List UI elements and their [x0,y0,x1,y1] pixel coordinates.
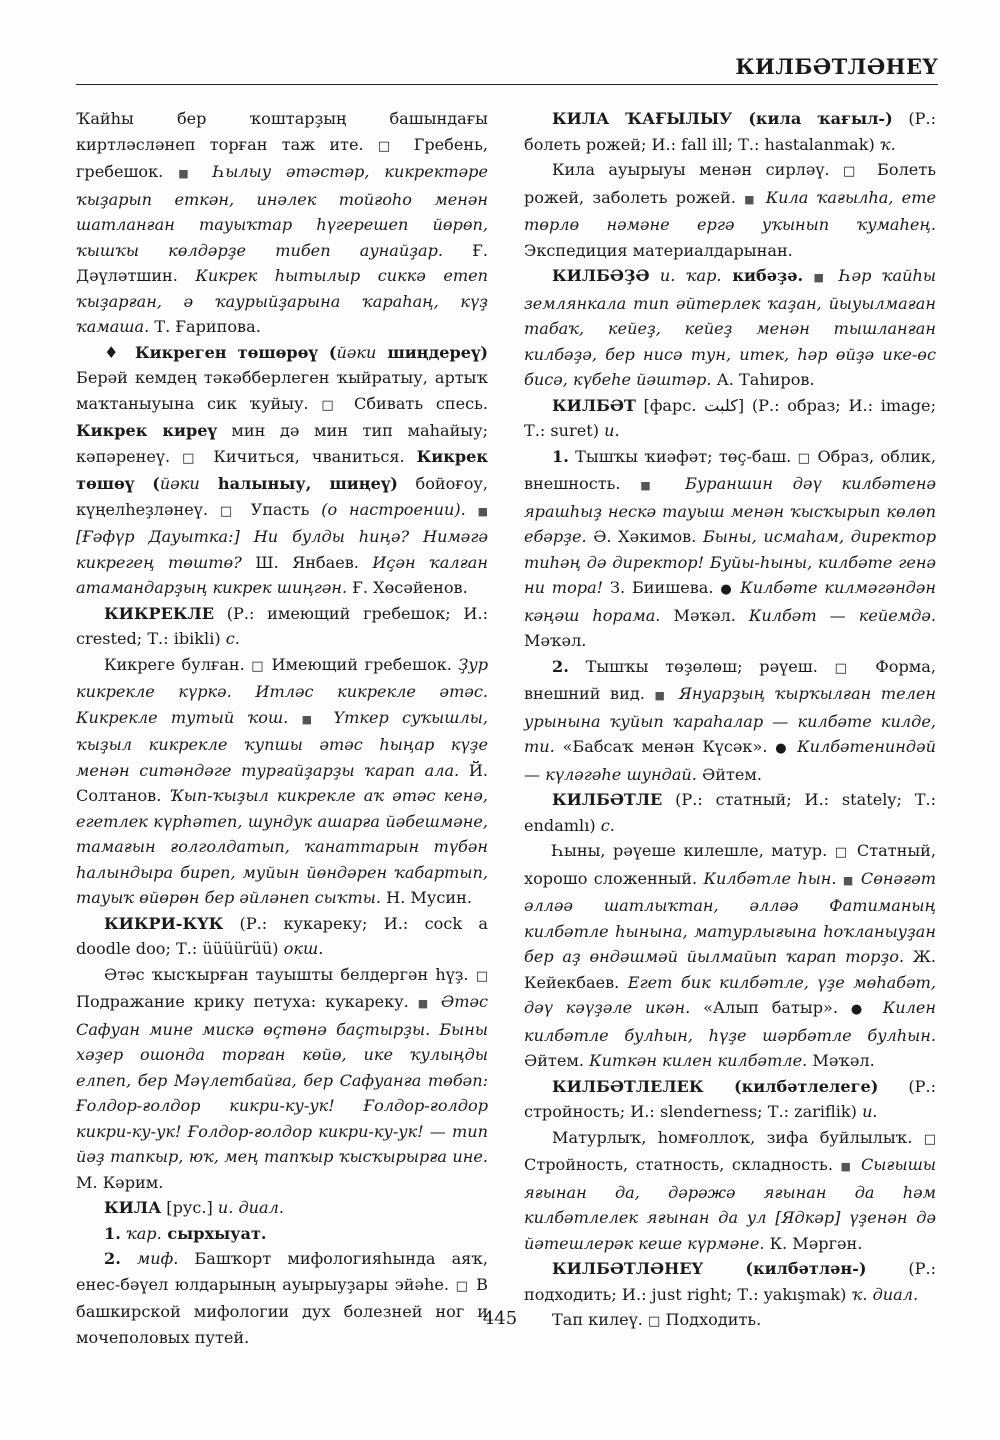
dictionary-entry-paragraph [524,654,936,788]
dictionary-entry-paragraph [524,263,936,393]
entry-text: Ж. Кейекбаев. [524,947,936,992]
entry-text: З. Биишева. [603,578,721,597]
entry-text: (Р.: стройность; И.: slenderness; Т.: zariflik) [524,1076,936,1121]
entry-text: К. Мәргән. [764,1233,863,1253]
entry-text: «Бабсаҡ менән Күсәк». [554,737,776,756]
entry-text: Имеющий гребешок. [264,654,459,674]
italic-text: Кикрек һытылыр сиккә етеп ҡыҙарған, ә ҡаурыйҙарына ҡараһаң, күҙ ҡамаша. [76,266,489,336]
translation-marker-icon: □ [834,845,850,860]
italic-text: Килен килбәтле булһын, һүҙе шәрбәтле булһын. [524,998,937,1045]
entry-text: (Р.: кукареку; И.: cock a doodle doo; Т.: üüüürüü) [76,913,488,958]
right-column [524,106,936,1335]
entry-text: мин дә мин тип маһайыу; кәпәренеү. [76,421,488,466]
entry-text: Подходить. [660,1310,762,1329]
example-marker-icon: ■ [744,192,758,206]
entry-text: Т. Ғарипова. [149,317,261,336]
italic-text: ҡ. [879,134,896,154]
entry-text: Кичиться, чваниться. [201,446,417,466]
headword: КИЛА [104,1198,162,1217]
italic-text: Әтәс Сафуан мине мискә өҫтөнә баҫтырҙы. Быны хәҙер ошонда торған көйө, ике ҡулыңды елпеп, бер Мәүлетбайға, бер Сафуанға төбәп: Ғолдор-ғолдор кикри-ку-ук! Ғолдор-ғолдор кикри-ку-ук! Ғолдор-ғолдор кикри-ку-ук! — тип йәҙ тапкыр, юҡ, мең тапҡыр ҡысҡырырға ине. [76,992,488,1166]
headword: КИЛА ҠАҒЫЛЫУ (кила ҡағыл-) [552,109,893,128]
entry-text: Әйтем. [696,764,763,784]
entry-text: Ғ. Дәүләтшин. [76,240,489,285]
example-marker-icon: ■ [178,167,199,180]
translation-marker-icon: □ [182,450,202,466]
entry-text: Мәҡәл. [807,1051,875,1070]
dictionary-entry-paragraph [76,1195,488,1221]
headword: һалыныу, шиңеү) [199,474,398,493]
italic-text: Иҫән ҡалған атамандарҙың кикрек шиңгән. [76,552,488,597]
entry-text: Мәҡәл. [660,605,749,625]
entry-text [466,500,478,519]
running-head: КИЛБӘТЛӘНЕҮ [735,54,938,79]
translation-marker-icon: ● [850,1002,870,1017]
left-column [76,106,488,1350]
italic-text: ҡ. диал. [851,1284,919,1304]
italic-text: с. [600,815,615,835]
translation-marker-icon: □ [923,1131,936,1147]
italic-text: и. ҡар. [659,266,722,285]
dictionary-entry-paragraph [524,1074,936,1125]
entry-text: Ғ. Хөсәйенов. [347,578,468,597]
translation-marker-icon: □ [834,660,859,676]
headword: КИКРИ-КҮК [104,913,224,933]
italic-text: Сөнәғәт әлләә шатлыҡтан, әлләә Фатиманың килбәтле һынына, матурлығына һоҡланыуҙан бер аҙ өндәшмәй йылмайып ҡарап торҙо. [524,868,936,966]
entry-text: бойоғоу, күңелһеҙләнеү. [76,474,488,519]
headword: КИЛБӘҘӘ [552,266,650,285]
italic-text: и. диал. [217,1198,285,1217]
headword: 1. [552,446,569,466]
italic-text: Үткер суҡышлы, ҡыҙыл кикрекле ҡупшы әтәс һыңар күҙе менән ситәндәге турғайҙарҙы ҡарап ала. [76,707,488,780]
italic-text: с. [225,629,240,648]
dictionary-entry-paragraph [76,601,488,652]
headword: 1. [104,1223,121,1243]
italic-text: Бураншин дәү килбәтенә ярашһыҙ нескә тауыш менән ҡысҡырып көлөп ебәрҙе. [524,474,936,546]
translation-marker-icon: □ [377,138,400,154]
dictionary-entry-paragraph [524,393,936,444]
entry-text: (Р.: имеющий гребешок; И.: crested; Т.: ibikli) [76,603,488,648]
italic-text: Сығышы яғынан да, дәрәжә яғынан да һәм килбәтлелек яғынан да ул [Ядкәр] үҙенән дә йәтешлерәк кеше күрмәне. [524,1155,936,1253]
example-marker-icon: ■ [813,271,830,284]
entry-text: [фарс. كلبت] (Р.: образ; И.: image; Т.: suret) [524,395,937,440]
example-marker-icon: ■ [301,712,321,726]
headword: ( [328,342,337,362]
italic-text: йәки [336,342,377,362]
entry-text: (Р.: подходить; И.: just right; Т.: yakışmak) [524,1259,936,1304]
dictionary-entry-paragraph [76,1246,488,1350]
italic-text: Егет бик килбәтле, үҙе мөһабәт, дәү кәүҙәле икән. [524,972,937,1017]
italic-text: Килбәте килмәгәндән кәңәш һорама. [524,578,937,625]
entry-text: Әтәс ҡысҡырған тауышты белдергән һүҙ. [104,964,476,984]
headword: КИКРЕКЛЕ [104,603,214,623]
entry-text: В башкирской мифологии дух болезней ног и мочеполовых путей. [76,1274,488,1347]
italic-text: Килбәтениндәй — күләгәһе шундай. [524,737,936,784]
entry-text: Тышҡы төҙөлөш; рәүеш. [568,656,835,676]
entry-text: Подражание крику петуха: кукареку. [76,992,418,1011]
italic-text: окш. [283,939,324,958]
entry-text: Ә. Хәкимов. [586,527,703,546]
headword: 2. [104,1249,121,1268]
entry-text: «Алып батыр». [690,998,851,1017]
example-marker-icon: ■ [477,504,488,518]
italic-text: Януарҙың ҡырҡылған телен урынына ҡуйып ҡараһалар — килбәте килде, ти. [524,684,936,756]
dictionary-entry-paragraph [76,106,488,340]
italic-text: и. [862,1102,878,1121]
headword: КИЛБӘТЛЕ [552,790,663,809]
italic-text: Ҡып-ҡыҙыл кикрекле аҡ әтәс кенә, егетлек күрһәтеп, шундук ашарға йәбешмәне, тамағын ғолголдатып, ҡанаттарын түбән һалындыра биреп, муйын йөндәрен ҡабартып, тауыҡ өйөрөн бер әйләнеп сыҡты. [76,786,489,907]
italic-text: миф. [136,1249,179,1268]
translation-marker-icon: □ [475,968,488,984]
example-marker-icon: ■ [840,1160,854,1173]
italic-text: Кила ҡағылһа, ете төрлө нәмәне ергә уҡынып ҡумаһең. [524,187,936,234]
italic-text: Һылыу әтәстәр, кикректәре ҡыҙарып еткән, инәлек тойғоһо менән шатланған тауыҡтар һүгерешеп йөрөп, ҡышҡы көлдәрҙе тибеп аунайҙар. [76,162,488,260]
headword: Кикрек төшөү ( [76,446,488,493]
entry-text: Сбивать спесь. [341,393,488,413]
italic-text: Киткән килен килбәтле. [589,1051,808,1070]
entry-text [288,708,301,727]
entry-text: Болеть рожей, заболеть рожей. [524,160,936,207]
example-marker-icon: ■ [654,689,670,702]
entry-text: Ш. Янбаев. [241,552,373,572]
italic-text: Килбәтле һын. [703,868,837,888]
translation-marker-icon: □ [321,397,342,413]
entry-text: Н. Мусин. [381,888,472,907]
entry-text: (Р.: болеть рожей; И.: fall ill; Т.: hastalanmak) [524,109,936,154]
translation-marker-icon: □ [251,658,265,674]
italic-text: и. [604,421,620,440]
entry-text: Тышҡы ҡиәфәт; төҫ-баш. [568,446,798,466]
entry-text: Упасть [238,499,322,519]
translation-marker-icon: ● [775,741,790,756]
dictionary-entry-paragraph [76,911,488,962]
entry-text: Мәҡәл. [524,631,587,650]
example-marker-icon: ■ [417,997,433,1010]
translation-marker-icon: □ [648,1314,661,1329]
dictionary-entry-paragraph [76,962,488,1196]
entry-text: Кикреге булған. [104,654,252,674]
entry-text: Стройность, статность, складность. [524,1155,841,1174]
italic-text: ҡар. [125,1223,162,1243]
entry-text [121,1249,137,1268]
headword: ♦ Кикреген төшөрөү [104,342,329,362]
dictionary-entry-paragraph [76,1221,488,1247]
example-marker-icon: ■ [640,479,666,492]
entry-text: Тап килеү. [552,1310,649,1329]
entry-text: Берәй кемдең тәкәбберлеген ҡыйратыу, артыҡ маҡтаныуына сик ҡуйыу. [76,368,488,413]
headword: кибәҙә. [721,266,804,285]
italic-text: Килбәт — кейемдә. [748,605,936,625]
headword: КИЛБӘТ [552,395,636,415]
italic-text: Быны, исмаһам, директор тиһәң дә директор! Буйы-һыны, килбәте генә ни тора! [524,527,936,597]
dictionary-entry-paragraph [76,652,488,911]
headword: КИЛБӘТЛЕЛЕК (килбәтлелеге) [552,1076,879,1096]
dictionary-entry-paragraph [524,1125,936,1257]
entry-text: Статный, хорошо сложенный. [524,841,936,888]
italic-text: [Ғәфүр Дауытка:] Ни булды һиңә? Нимәгә кикрегең төштө? [76,527,488,572]
translation-marker-icon: □ [797,450,812,466]
entry-text: Образ, облик, внешность. [524,446,936,493]
entry-text: А. Таһиров. [711,370,815,389]
dictionary-entry-paragraph [524,1256,936,1307]
entry-text: Башҡорт мифологияһында аяҡ, енес-бәүел юлдарының ауырыуҙары эйәһе. [76,1249,488,1294]
italic-text: Һәр ҡайһы землянкала тип әйтерлек ҡаҙан, йыуылмаған табаҡ, кейеҙ, кейеҙ менән тышланған килбәҙә, бер нисә тун, итек, һәр өйҙә ике-өс бисә, күбеһе йәштәр. [524,266,936,389]
entry-text: Форма, внешний вид. [524,656,936,703]
entry-text: Матурлыҡ, һомғоллоҡ, зифа буйлылыҡ. [552,1127,924,1147]
entry-text: Ҡайһы бер ҡоштарҙың башындағы киртләсләнеп торған таж ите. [76,109,488,154]
entry-text: Кила ауырыуы менән сирләү. [552,160,844,179]
entry-text: [рус.] [161,1198,218,1217]
translation-marker-icon: □ [219,503,239,519]
headword: КИЛБӘТЛӘНЕҮ (килбәтлән-) [552,1259,867,1278]
entry-text: Гребень, гребешок. [76,134,488,181]
translation-marker-icon: ● [720,582,734,597]
entry-text [649,266,659,285]
translation-marker-icon: □ [455,1278,470,1294]
entry-text: Экспедиция материалдарынан. [524,240,793,260]
italic-text: йәки [159,474,200,493]
page-number: 445 [482,1308,518,1329]
italic-text: (о настроении). [321,499,466,519]
headword: шиңдереү) [376,342,488,362]
example-marker-icon: ■ [842,873,855,887]
dictionary-entry-paragraph [524,444,936,654]
entry-text [803,266,813,285]
dictionary-entry-paragraph [524,106,936,157]
entry-text: М. Кәрим. [76,1172,164,1192]
headword: сырхыуат. [161,1223,267,1243]
translation-marker-icon: □ [843,164,864,179]
headword: 2. [552,656,569,676]
dictionary-entry-paragraph [524,787,936,838]
header-rule [76,84,938,85]
entry-text: Й. Солтанов. [76,760,488,805]
entry-text: Әйтем. [524,1051,590,1070]
headword: Кикрек киреү [76,421,217,440]
entry-text: (Р.: статный; И.: stately; Т.: endamlı) [524,790,936,835]
italic-text: Ҙур кикрекле күркә. Итләс кикрекле әтәс. Кикрекле тутый ҡош. [76,654,488,727]
dictionary-entry-paragraph [524,157,936,263]
entry-text: Һыны, рәүеше килешле, матур. [552,841,835,860]
dictionary-entry-paragraph [524,838,936,1074]
dictionary-entry-paragraph [76,340,488,601]
